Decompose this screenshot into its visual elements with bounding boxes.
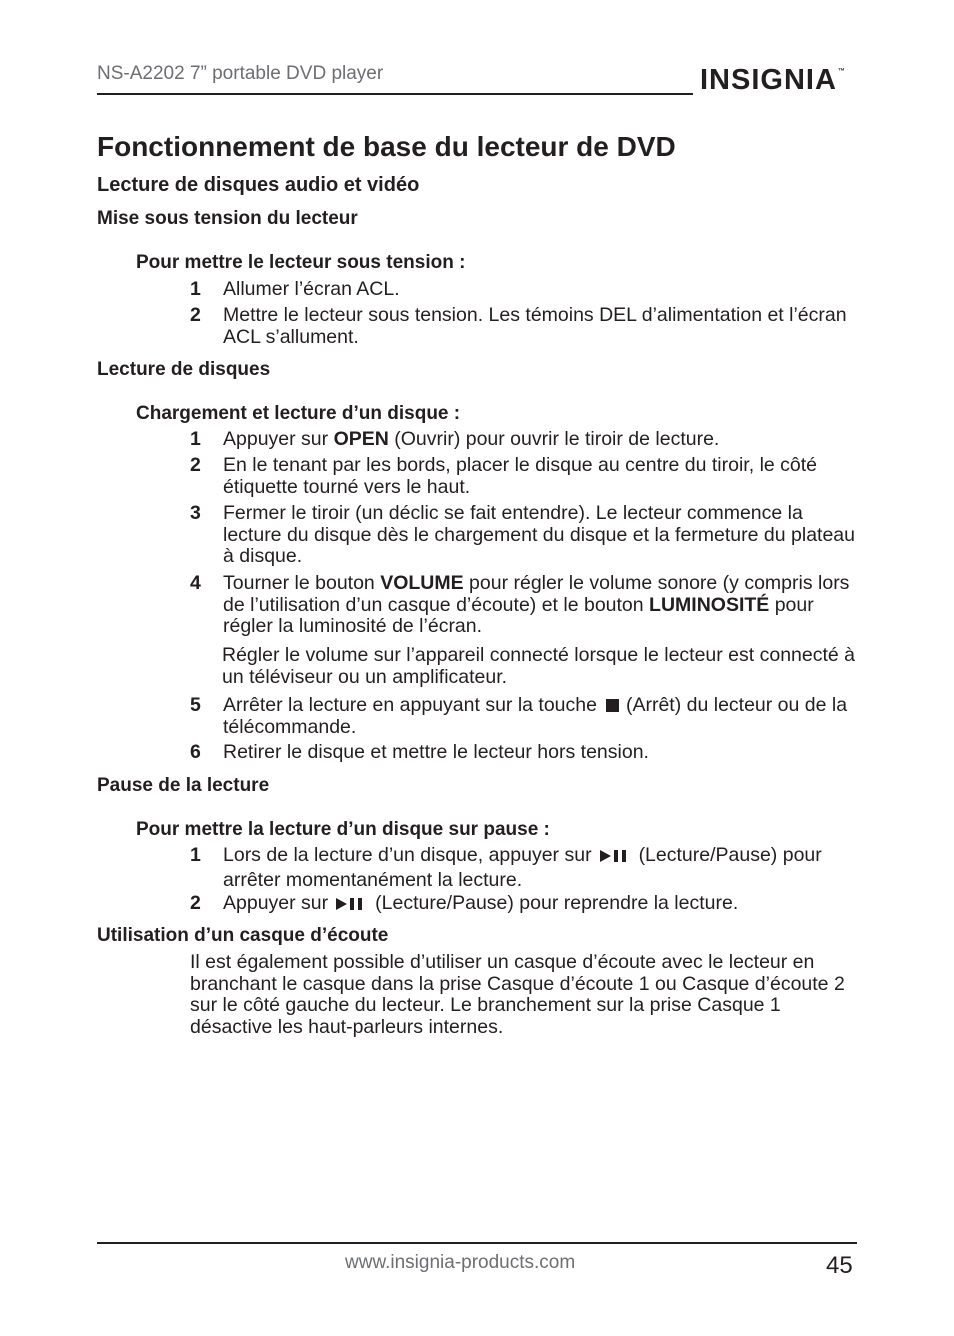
step-text: Mettre le lecteur sous tension. Les témoins DEL d’alimentation et l’écran ACL s’allument. [223,304,847,348]
footer-divider [97,1242,857,1244]
page-number: 45 [826,1252,853,1279]
step-text: En le tenant par les bords, placer le disque au centre du tiroir, le côté étiquette tourné vers le haut. [223,454,818,498]
heading-playing-discs: Lecture de disques [97,359,271,380]
step-number: 6 [190,741,201,763]
header-divider [97,93,693,95]
stop-icon [606,699,619,712]
list-item [190,455,860,498]
footer-url: www.insignia-products.com [345,1252,576,1273]
procedure-pause: Pour mettre la lecture d’un disque sur pause : [136,819,550,840]
heading-headphones: Utilisation d’un casque d’écoute [97,925,389,946]
list-item [190,429,860,451]
list-item [190,695,860,738]
list-item [190,742,860,764]
step-number: 1 [190,844,201,866]
step-text: Tourner le bouton VOLUME pour régler le volume sonore (y compris lors de l’utilisation d’un casque d’écoute) et le bouton LUMINOSITÉ pour régler la luminosité de l’écran. [223,572,850,637]
step-text: Allumer l’écran ACL. [223,278,400,300]
section-title: Lecture de disques audio et vidéo [97,174,420,196]
step-text: Fermer le tiroir (un déclic se fait entendre). Le lecteur commence la lecture du disque dès le chargement du disque et la fermeture du plateau à disque. [223,502,855,567]
step-number: 2 [190,454,201,476]
step-number: 5 [190,694,201,716]
step-number: 1 [190,278,201,300]
heading-pause: Pause de la lecture [97,775,270,796]
brightness-label: LUMINOSITÉ [649,593,770,616]
step-number: 2 [190,304,201,326]
procedure-power-on: Pour mettre le lecteur sous tension : [136,252,466,273]
list-item [190,845,860,891]
step-number: 4 [190,572,201,594]
list-item [190,573,860,638]
list-item [190,503,860,568]
header-title: NS-A2202 7” portable DVD player [97,63,384,84]
list-item [190,305,860,348]
step-number: 1 [190,428,201,450]
step-note: Régler le volume sur l’appareil connecté lorsque le lecteur est connecté à un téléviseur ou un amplificateur. [222,644,856,688]
step-text: Appuyer sur (Lecture/Pause) pour reprendre la lecture. [223,893,860,918]
list-item [190,893,860,918]
procedure-load-disc: Chargement et lecture d’un disque : [136,403,461,424]
page-title: Fonctionnement de base du lecteur de DVD [97,131,676,162]
step-text: Retirer le disque et mettre le lecteur hors tension. [223,741,649,763]
step-number: 3 [190,502,201,524]
step-text: Arrêter la lecture en appuyant sur la touche (Arrêt) du lecteur ou de la télécommande. [223,694,848,738]
step-number: 2 [190,892,201,914]
open-button-label: OPEN [333,428,389,450]
step-text: Appuyer sur OPEN (Ouvrir) pour ouvrir le tiroir de lecture. [223,428,720,450]
play-pause-icon [336,896,368,918]
play-pause-icon [600,848,632,870]
volume-label: VOLUME [380,572,464,594]
list-item [190,279,860,301]
heading-power-on: Mise sous tension du lecteur [97,208,358,229]
headphones-paragraph: Il est également possible d’utiliser un casque d’écoute avec le lecteur en branchant le casque dans la prise Casque d’écoute 1 ou Casque d’écoute 2 sur le côté gauche du lecteur. Le branchement sur la prise Casque 1 désactive les haut-parleurs internes. [190,951,845,1038]
insignia-logo: INSIGNIA™ [700,64,845,96]
step-text: Lors de la lecture d’un disque, appuyer sur (Lecture/Pause) pour arrêter momentanément la lecture. [223,844,822,891]
